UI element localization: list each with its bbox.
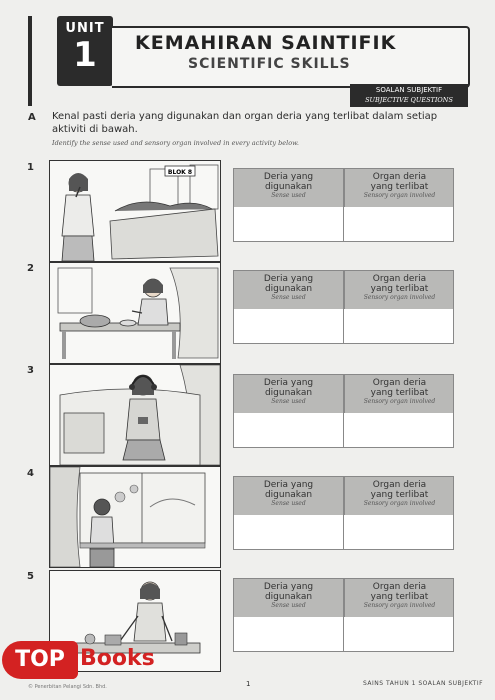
- question-number: 3: [27, 365, 34, 376]
- section-tag: [350, 84, 468, 107]
- question-3-picture: [49, 364, 221, 466]
- question-2-picture: [49, 262, 221, 364]
- header-left-rule: [28, 16, 32, 106]
- girl-with-headphones-illustration: [50, 365, 220, 465]
- section-tag-ms: SOALAN SUBJEKTIF: [375, 86, 443, 94]
- unit-badge: [57, 16, 113, 86]
- sign-text: BLOK 8: [167, 169, 193, 176]
- answer-table: [233, 476, 454, 550]
- woman-eating-illustration: [50, 263, 220, 363]
- answer-table: [233, 578, 454, 652]
- topbooks-logo-books: Books: [80, 646, 155, 671]
- answer-table: [233, 168, 454, 242]
- woman-at-garbage-illustration: [50, 161, 220, 261]
- question-number: 1: [27, 162, 34, 173]
- header-sensory-organ: Organ deria yang terlibat Sensory organ involved: [344, 477, 454, 515]
- unit-number: 1: [73, 35, 97, 75]
- header-sensory-organ: Organ deria yang terlibat Sensory organ involved: [344, 375, 454, 413]
- answer-table: [233, 270, 454, 344]
- section-tag-en: SUBJECTIVE QUESTIONS: [365, 96, 453, 104]
- header-sense-used: Deria yang digunakan Sense used: [263, 172, 314, 199]
- page-subtitle: SCIENTIFIC SKILLS: [188, 56, 351, 72]
- question-4-picture: [49, 466, 221, 568]
- question-number: 4: [27, 468, 34, 479]
- child-at-window-illustration: [50, 467, 220, 567]
- header-sense-used: Deria yang digunakan Sense used: [263, 582, 314, 609]
- instruction-text: Kenal pasti deria yang digunakan dan organ deria yang terlibat dalam setiap aktiviti di bawah.: [52, 111, 438, 135]
- answer-table: [233, 374, 454, 448]
- column-divider: [343, 169, 344, 241]
- section-letter: A: [28, 112, 36, 123]
- header-sensory-organ: Organ deria yang terlibat Sensory organ involved: [344, 271, 454, 309]
- header-sensory-organ: Organ deria yang terlibat Sensory organ involved: [344, 169, 454, 207]
- header-sense-used: Deria yang digunakan Sense used: [263, 378, 314, 405]
- page-number: 1: [246, 680, 251, 688]
- question-number: 5: [27, 571, 34, 582]
- page-title: KEMAHIRAN SAINTIFIK: [135, 32, 397, 54]
- question-1-picture: [49, 160, 221, 262]
- publisher-credit: © Penerbitan Pelangi Sdn. Bhd.: [28, 684, 107, 690]
- instruction-translation: Identify the sense used and sensory organ involved in every activity below.: [52, 139, 299, 147]
- question-number: 2: [27, 263, 34, 274]
- header-sense-used: Deria yang digunakan Sense used: [263, 274, 314, 301]
- unit-label: UNIT: [65, 21, 105, 36]
- header-sensory-organ: Organ deria yang terlibat Sensory organ involved: [344, 579, 454, 617]
- series-title: SAINS TAHUN 1 SOALAN SUBJEKTIF: [363, 680, 484, 687]
- topbooks-logo-top: TOP: [2, 641, 78, 679]
- header-sense-used: Deria yang digunakan Sense used: [263, 480, 314, 507]
